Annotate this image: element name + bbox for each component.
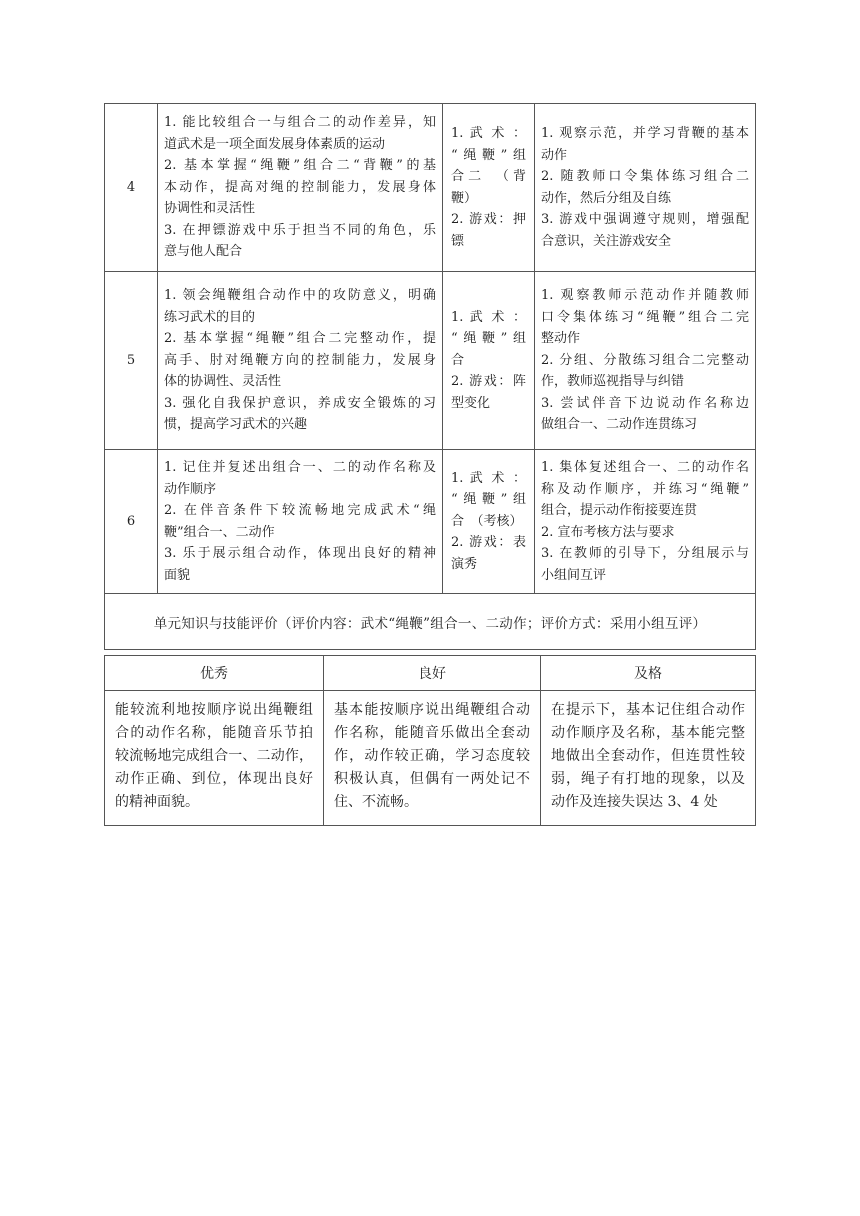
lesson-content — [443, 272, 535, 450]
description-line: 在提示下，基本记住组合动作 — [551, 702, 745, 718]
method-line: 2. 宣布考核方法与要求 — [541, 524, 675, 540]
description-line: 动作正确、到位，体现出良好 — [115, 771, 313, 787]
content-line: 合 — [451, 352, 465, 368]
goal-line: 道武术是一项全面发展身体素质的运动 — [164, 136, 386, 152]
content-line: 2. 游戏：押 — [451, 212, 526, 227]
goal-line: 面貌 — [164, 567, 191, 583]
description-line: 动作顺序及名称，基本能完整 — [551, 725, 745, 741]
content-line: 合 （考核） — [451, 513, 523, 529]
lesson-row — [105, 272, 756, 450]
description-line: 合的动作名称，能随音乐节拍 — [115, 725, 313, 741]
goal-line: 2. 在伴音条件下较流畅地完成武术“绳 — [164, 503, 436, 518]
method-line: 1. 观察示范，并学习背鞭的基本 — [541, 126, 749, 141]
content-line: 1. 武 术 ： — [451, 470, 526, 486]
lesson-goals — [158, 104, 443, 272]
level-excellent-header: 优秀 — [105, 656, 324, 691]
level-pass-header: 及格 — [541, 656, 756, 691]
method-line: 1. 观察教师示范动作并随教师 — [541, 288, 749, 304]
lesson-row — [105, 104, 756, 272]
description-line: 的精神面貌。 — [115, 794, 199, 810]
goal-line: 练习武术的目的 — [164, 309, 256, 325]
lesson-methods — [535, 272, 756, 450]
content-line: 镖 — [451, 233, 465, 249]
method-line: 整动作 — [541, 331, 581, 347]
goal-line: 1. 领会绳鞭组合动作中的攻防意义，明确 — [164, 288, 436, 304]
level-pass-description — [541, 691, 756, 826]
goal-line: 意与他人配合 — [164, 244, 243, 260]
method-line: 2. 分组、分散练习组合二完整动 — [541, 352, 749, 368]
method-line: 3. 尝试伴音下边说动作名称边 — [541, 395, 749, 411]
method-line: 称及动作顺序，并练习“绳鞭” — [541, 481, 749, 497]
content-line: 鞭） — [451, 190, 478, 206]
goal-line: 3. 在押镖游戏中乐于担当不同的角色，乐 — [164, 222, 436, 238]
method-line: 合意识，关注游戏安全 — [541, 233, 672, 249]
goal-line: 协调性和灵活性 — [164, 201, 256, 217]
lesson-row — [105, 450, 756, 594]
lesson-table — [104, 103, 756, 650]
method-line: 作，教师巡视指导与纠错 — [541, 374, 685, 390]
level-good-header: 良好 — [324, 656, 541, 691]
evaluation-header-row — [105, 656, 756, 691]
lesson-methods — [535, 450, 756, 594]
content-line: 2. 游戏：阵 — [451, 374, 526, 390]
content-line: “绳鞭”组 — [451, 147, 526, 163]
description-line: 基本能按顺序说出绳鞭组合动 — [334, 702, 530, 718]
lesson-content — [443, 450, 535, 594]
method-line: 3. 游戏中强调遵守规则，增强配 — [541, 212, 749, 227]
lesson-goals — [158, 272, 443, 450]
content-line: 合二 （背 — [451, 169, 526, 184]
goal-line: 3. 乐于展示组合动作，体现出良好的精神 — [164, 546, 436, 561]
method-line: 动作，然后分组及自练 — [541, 190, 672, 206]
evaluation-description-row — [105, 691, 756, 826]
evaluation-summary: 单元知识与技能评价（评价内容：武术“绳鞭”组合一、二动作；评价方式：采用小组互评） — [105, 594, 756, 650]
method-line: 组合，提示动作衔接要连贯 — [541, 503, 698, 518]
level-excellent-description — [105, 691, 324, 826]
goal-line: 高手、肘对绳鞭方向的控制能力，发展身 — [164, 352, 436, 368]
lesson-number: 5 — [105, 272, 158, 450]
lesson-methods — [535, 104, 756, 272]
description-line: 动作及连接失误达 3、4 处 — [551, 794, 718, 810]
lesson-number: 4 — [105, 104, 158, 272]
content-line: 1. 武 术 ： — [451, 309, 526, 325]
description-line: 作，动作较正确，学习态度较 — [334, 748, 530, 764]
lesson-content — [443, 104, 535, 272]
goal-line: 鞭”组合一、二动作 — [164, 524, 275, 540]
goal-line: 3. 强化自我保护意识，养成安全锻炼的习 — [164, 395, 436, 411]
goal-line: 体的协调性、灵活性 — [164, 374, 282, 390]
content-line: 型变化 — [451, 395, 491, 411]
goal-line: 2. 基本掌握“绳鞭”组合二完整动作，提 — [164, 331, 436, 347]
goal-line: 2. 基本掌握“绳鞭”组合二“背鞭”的基 — [164, 158, 436, 174]
method-line: 做组合一、二动作连贯练习 — [541, 417, 698, 433]
description-line: 地做出全套动作，但连贯性较 — [551, 748, 745, 764]
description-line: 较流畅地完成组合一、二动作， — [115, 748, 313, 764]
evaluation-table — [104, 655, 756, 826]
method-line: 小组间互评 — [541, 567, 607, 583]
method-line: 口令集体练习“绳鞭”组合二完 — [541, 309, 749, 325]
lesson-number: 6 — [105, 450, 158, 594]
description-line: 能较流利地按顺序说出绳鞭组 — [115, 702, 313, 718]
description-line: 弱，绳子有打地的现象，以及 — [551, 771, 745, 787]
description-line: 住、不流畅。 — [334, 794, 418, 810]
description-line: 作名称，能随音乐做出全套动 — [334, 725, 530, 741]
content-line: “绳鞭”组 — [451, 492, 526, 508]
method-line: 3. 在教师的引导下，分组展示与 — [541, 546, 749, 561]
method-line: 动作 — [541, 147, 568, 163]
level-good-description — [324, 691, 541, 826]
goal-line: 1. 记住并复述出组合一、二的动作名称及 — [164, 460, 436, 475]
lesson-goals — [158, 450, 443, 594]
goal-line: 惯，提高学习武术的兴趣 — [164, 417, 308, 433]
goal-line: 1. 能比较组合一与组合二的动作差异，知 — [164, 115, 436, 131]
goal-line: 本动作，提高对绳的控制能力，发展身体 — [164, 179, 436, 195]
content-line: 演秀 — [451, 556, 478, 572]
content-line: “绳鞭”组 — [451, 331, 526, 347]
content-line: 1. 武 术 ： — [451, 126, 526, 141]
method-line: 1. 集体复述组合一、二的动作名 — [541, 460, 749, 475]
goal-line: 动作顺序 — [164, 481, 217, 497]
method-line: 2. 随教师口令集体练习组合二 — [541, 169, 749, 184]
description-line: 积极认真，但偶有一两处记不 — [334, 771, 530, 787]
evaluation-summary-row — [105, 594, 756, 650]
content-line: 2. 游戏：表 — [451, 535, 526, 551]
